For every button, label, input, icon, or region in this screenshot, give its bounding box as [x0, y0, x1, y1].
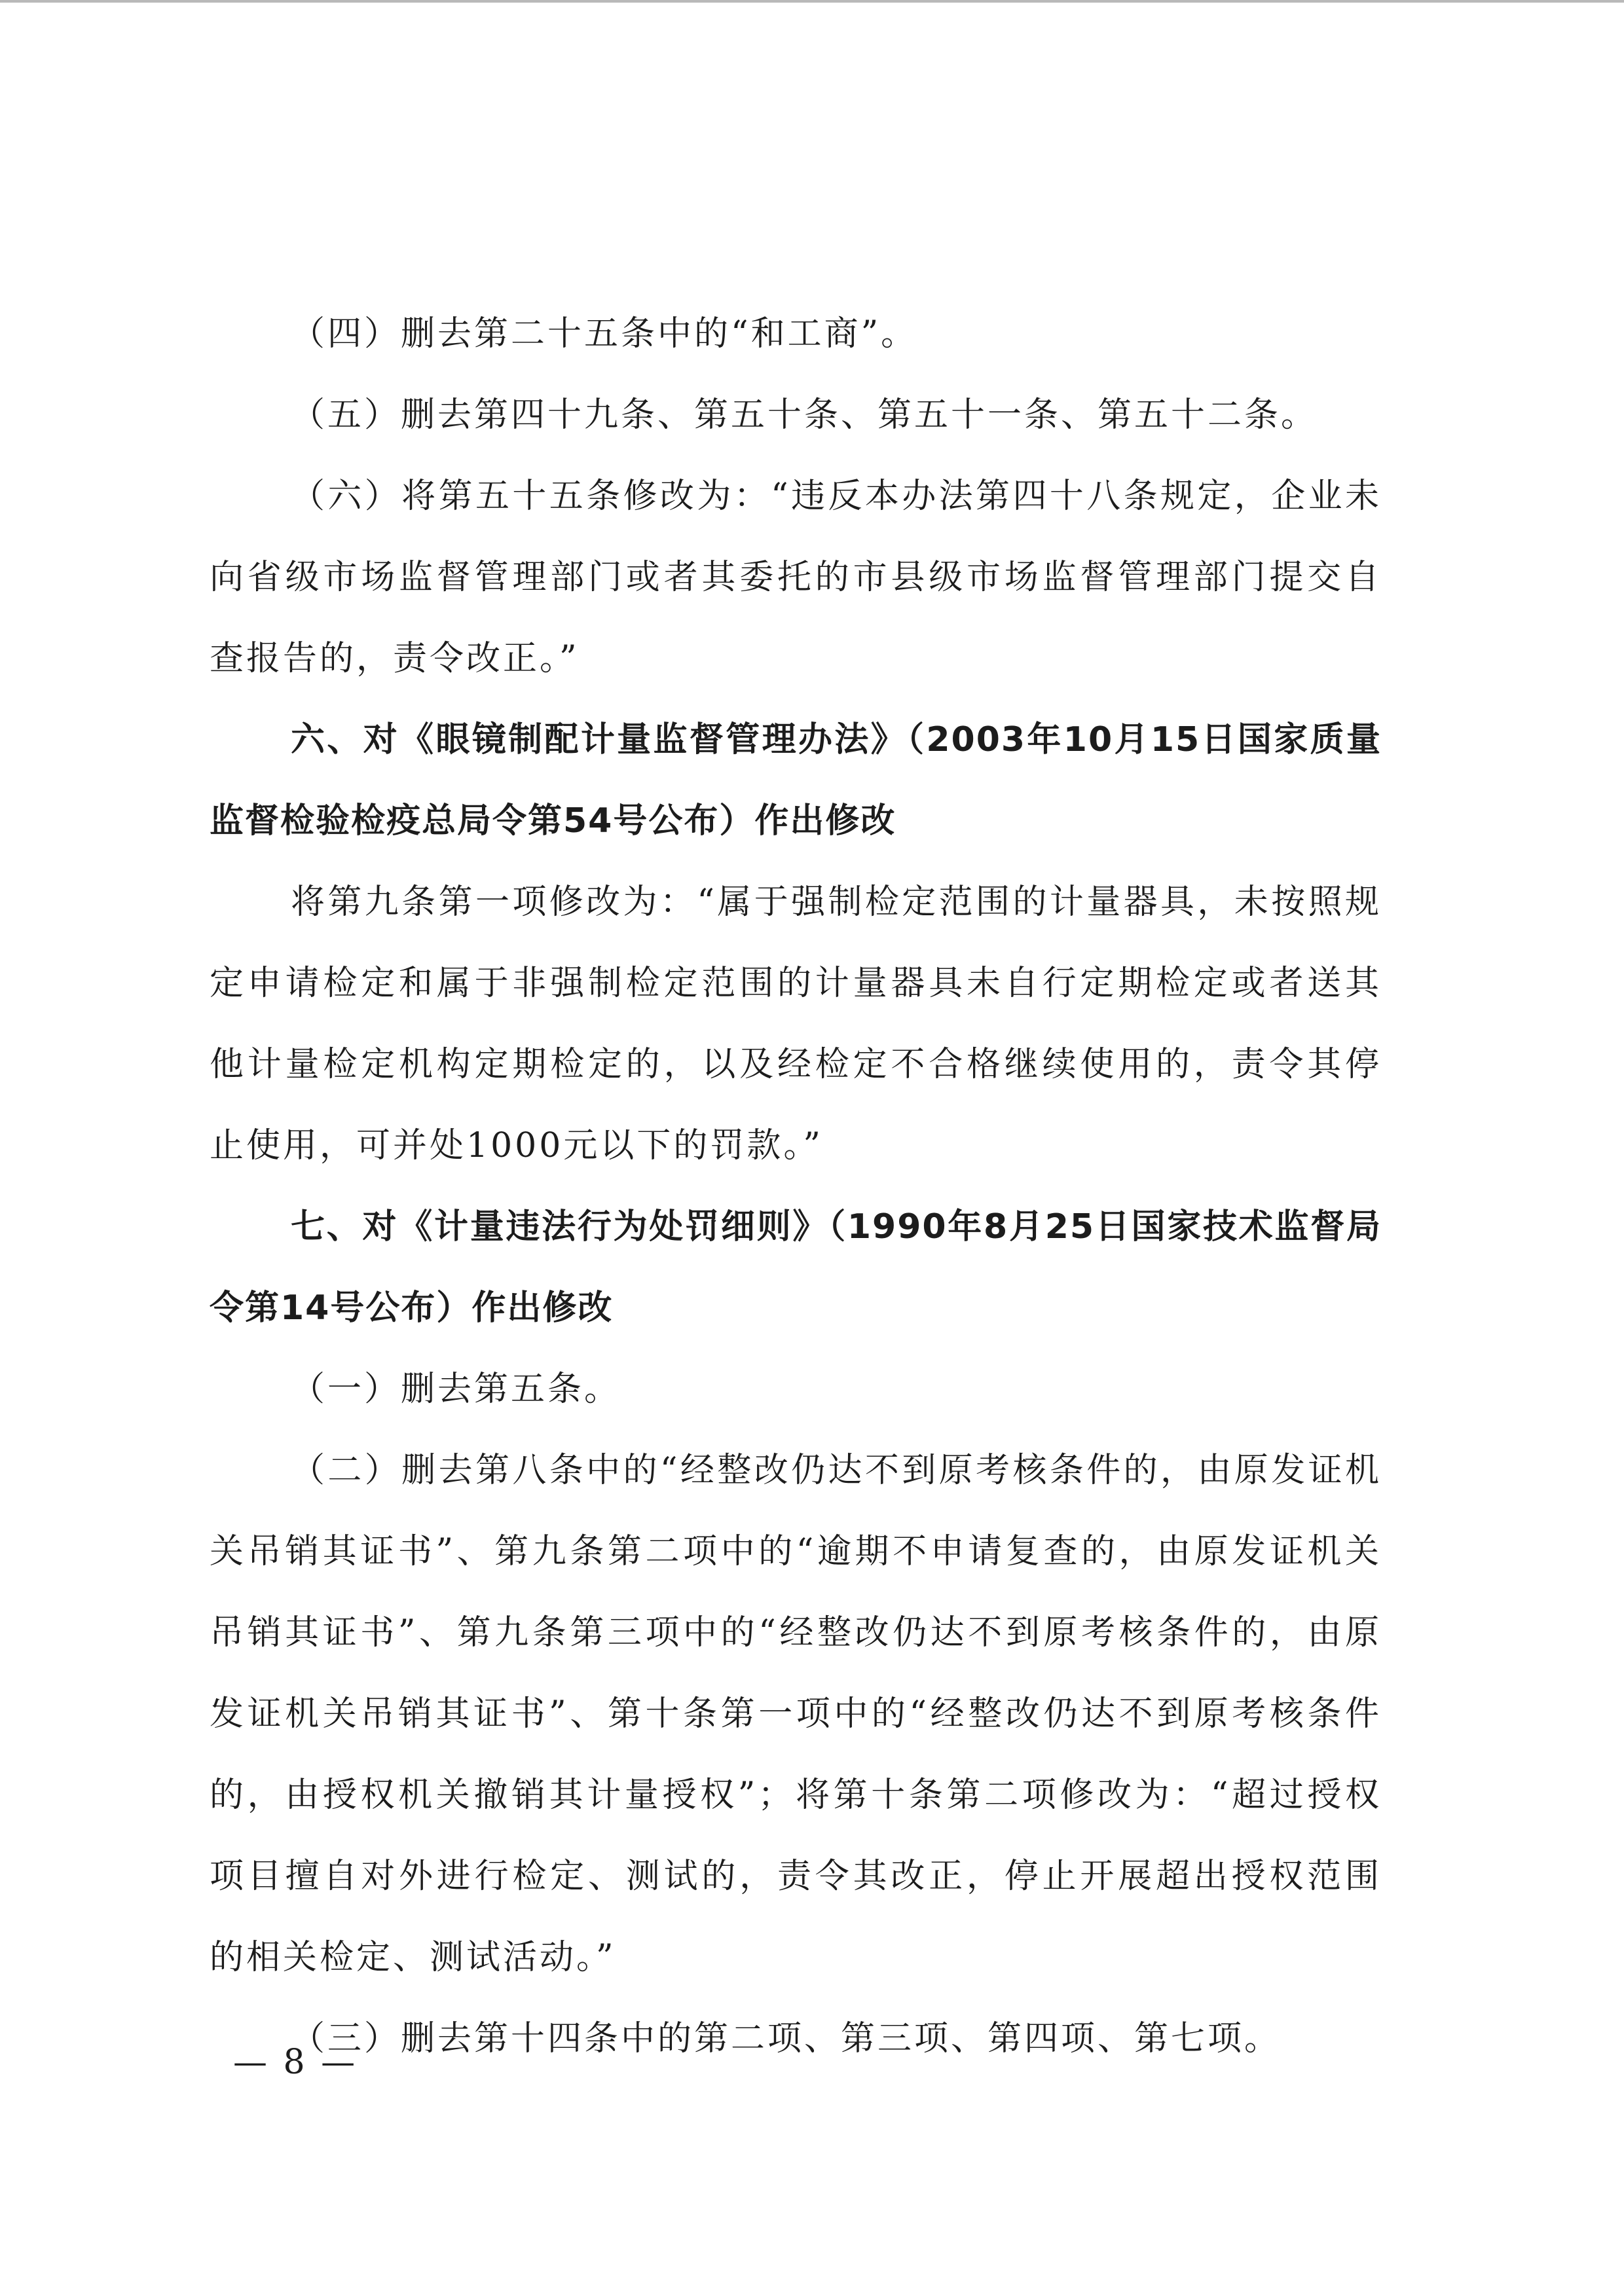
paragraph-section-6-body: 将第九条第一项修改为：“属于强制检定范围的计量器具，未按照规定申请检定和属于非强制检定范围的计量器具未自行定期检定或者送其他计量检定机构定期检定的，以及经检定不合格继续使用的，责令其停止使用，可并处1000元以下的罚款。” [210, 883, 1382, 1165]
section-heading-7: 七、对《计量违法行为处罚细则》（1990年8月25日国家技术监督局令第14号公布）作出修改 [210, 1207, 1382, 1328]
paragraph-item-3: （三）删去第十四条中的第二项、第三项、第四项、第七项。 [291, 2019, 1282, 2058]
top-border-line [0, 0, 1624, 3]
paragraph-item-1: （一）删去第五条。 [291, 1370, 621, 1409]
section-heading-6: 六、对《眼镜制配计量监督管理办法》（2003年10月15日国家质量监督检验检疫总局令第54号公布）作出修改 [210, 720, 1382, 841]
paragraph-item-6: （六）将第五十五条修改为：“违反本办法第四十八条规定，企业未向省级市场监督管理部门或者其委托的市县级市场监督管理部门提交自查报告的，责令改正。” [210, 477, 1382, 678]
document-body [210, 293, 1382, 2079]
paragraph-item-4: （四）删去第二十五条中的“和工商”。 [291, 314, 918, 354]
paragraph-item-5: （五）删去第四十九条、第五十条、第五十一条、第五十二条。 [291, 395, 1318, 435]
paragraph-item-2: （二）删去第八条中的“经整改仍达不到原考核条件的，由原发证机关吊销其证书”、第九条第二项中的“逾期不申请复查的，由原发证机关吊销其证书”、第九条第三项中的“经整改仍达不到原考核条件的，由原发证机关吊销其证书”、第十条第一项中的“经整改仍达不到原考核条件的，由授权机关撤销其计量授权”；将第十条第二项修改为：“超过授权项目擅自对外进行检定、测试的，责令其改正，停止开展超出授权范围的相关检定、测试活动。” [210, 1451, 1382, 1977]
page-number: — 8 — [233, 2043, 358, 2082]
